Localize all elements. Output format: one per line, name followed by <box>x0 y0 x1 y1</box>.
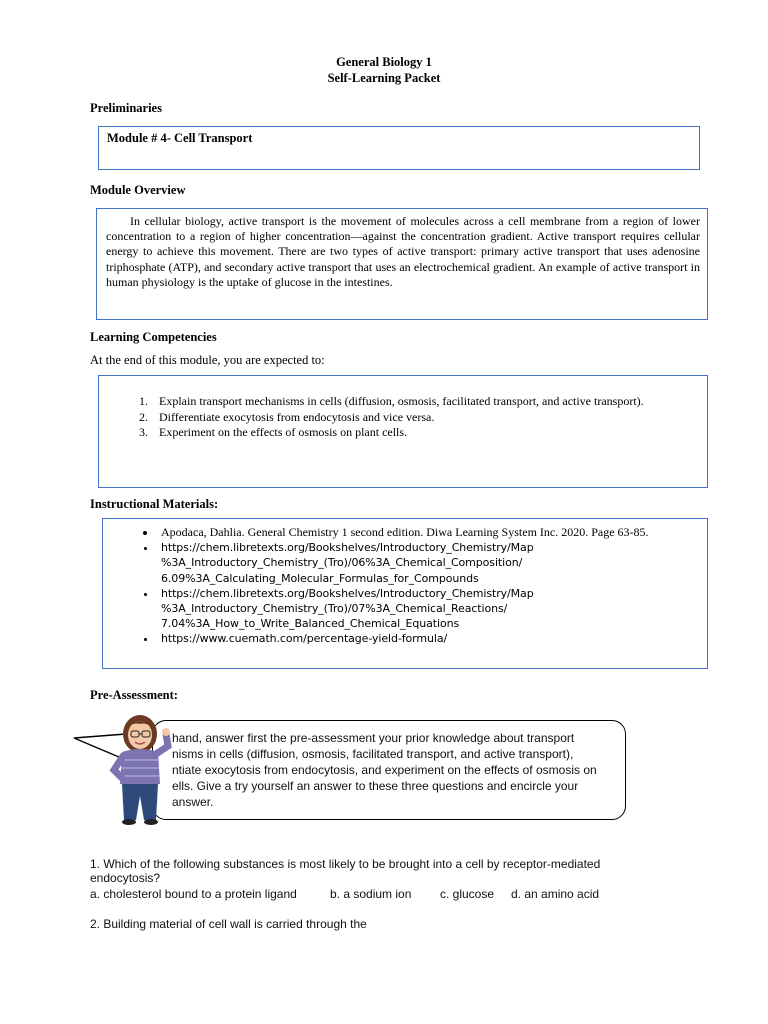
bubble-line: answer. <box>172 795 214 809</box>
materials-box <box>102 518 708 669</box>
document-title: General Biology 1 <box>336 55 432 69</box>
overview-box <box>96 208 708 320</box>
preliminaries-heading: Preliminaries <box>90 101 162 115</box>
competencies-intro: At the end of this module, you are expected to: <box>90 353 325 367</box>
question-1 <box>90 857 710 885</box>
competency-item: 3. Experiment on the effects of osmosis on plant cells. <box>151 425 659 441</box>
option-d[interactable]: d. an amino acid <box>511 887 600 901</box>
pre-assessment-heading: Pre-Assessment: <box>90 688 178 702</box>
bubble-text <box>172 730 622 810</box>
material-link[interactable]: • https://chem.libretexts.org/Bookshelves/Introductory_Chemistry/Map %3A_Introductory_Chemistry_(Tro)/07%3A_Chemical_Reactions/ 7.04%3A_How_to_Write_Balanced_Chemical_Equations <box>157 586 663 632</box>
option-b[interactable]: b. a sodium ion <box>330 887 412 901</box>
competencies-heading: Learning Competencies <box>90 330 217 344</box>
module-box <box>98 126 700 170</box>
material-link[interactable]: • https://chem.libretexts.org/Bookshelves/Introductory_Chemistry/Map %3A_Introductory_Chemistry_(Tro)/06%3A_Chemical_Composition/ 6.09%3A_Calculating_Molecular_Formulas_for_Compounds <box>157 540 663 586</box>
document-subtitle: Self-Learning Packet <box>327 71 441 85</box>
materials-list <box>103 525 663 647</box>
module-label: Module # 4- Cell Transport <box>107 131 253 145</box>
question-1-line: 1. Which of the following substances is most likely to be brought into a cell by receptor-mediated <box>90 857 601 871</box>
option-c[interactable]: c. glucose <box>440 887 495 901</box>
bubble-line: ntiate exocytosis from endocytosis, and experiment on the effects of osmosis on <box>172 763 597 777</box>
option-a[interactable]: a. cholesterol bound to a protein ligand <box>90 887 297 901</box>
material-item: • Apodaca, Dahlia. General Chemistry 1 second edition. Diwa Learning System Inc. 2020. Page 63-85. <box>157 525 663 540</box>
competencies-box <box>98 375 708 488</box>
competency-item: 2. Differentiate exocytosis from endocytosis and vice versa. <box>151 410 659 426</box>
teacher-avatar <box>100 712 180 828</box>
question-1-options <box>90 887 730 901</box>
materials-heading: Instructional Materials: <box>90 497 219 511</box>
bubble-line: nisms in cells (diffusion, osmosis, facilitated transport, and active transport), <box>172 747 574 761</box>
competencies-list <box>99 394 659 441</box>
question-1-line: endocytosis? <box>90 871 161 885</box>
overview-heading: Module Overview <box>90 183 186 197</box>
material-link[interactable]: • https://www.cuemath.com/percentage-yield-formula/ <box>157 631 663 646</box>
question-2: 2. Building material of cell wall is carried through the <box>90 917 367 931</box>
overview-text: In cellular biology, active transport is the movement of molecules across a cell membrane from a region of lower concentration to a region of higher concentration—against the concentration gradient. Active transport requires cellular energy to achieve this movement. There are two types of active transport: primary active transport that uses adenosine triphosphate (ATP), and secondary active transport that uses an electrochemical gradient. An example of active transport in human physiology is the uptake of glucose in the intestines. <box>106 214 700 289</box>
bubble-line: ells. Give a try yourself an answer to these three questions and encircle your <box>172 779 579 793</box>
teacher-avatar-icon <box>100 712 180 828</box>
competency-item: 1. Explain transport mechanisms in cells (diffusion, osmosis, facilitated transport, and active transport). <box>151 394 659 410</box>
bubble-line: hand, answer first the pre-assessment your prior knowledge about transport <box>172 731 575 745</box>
